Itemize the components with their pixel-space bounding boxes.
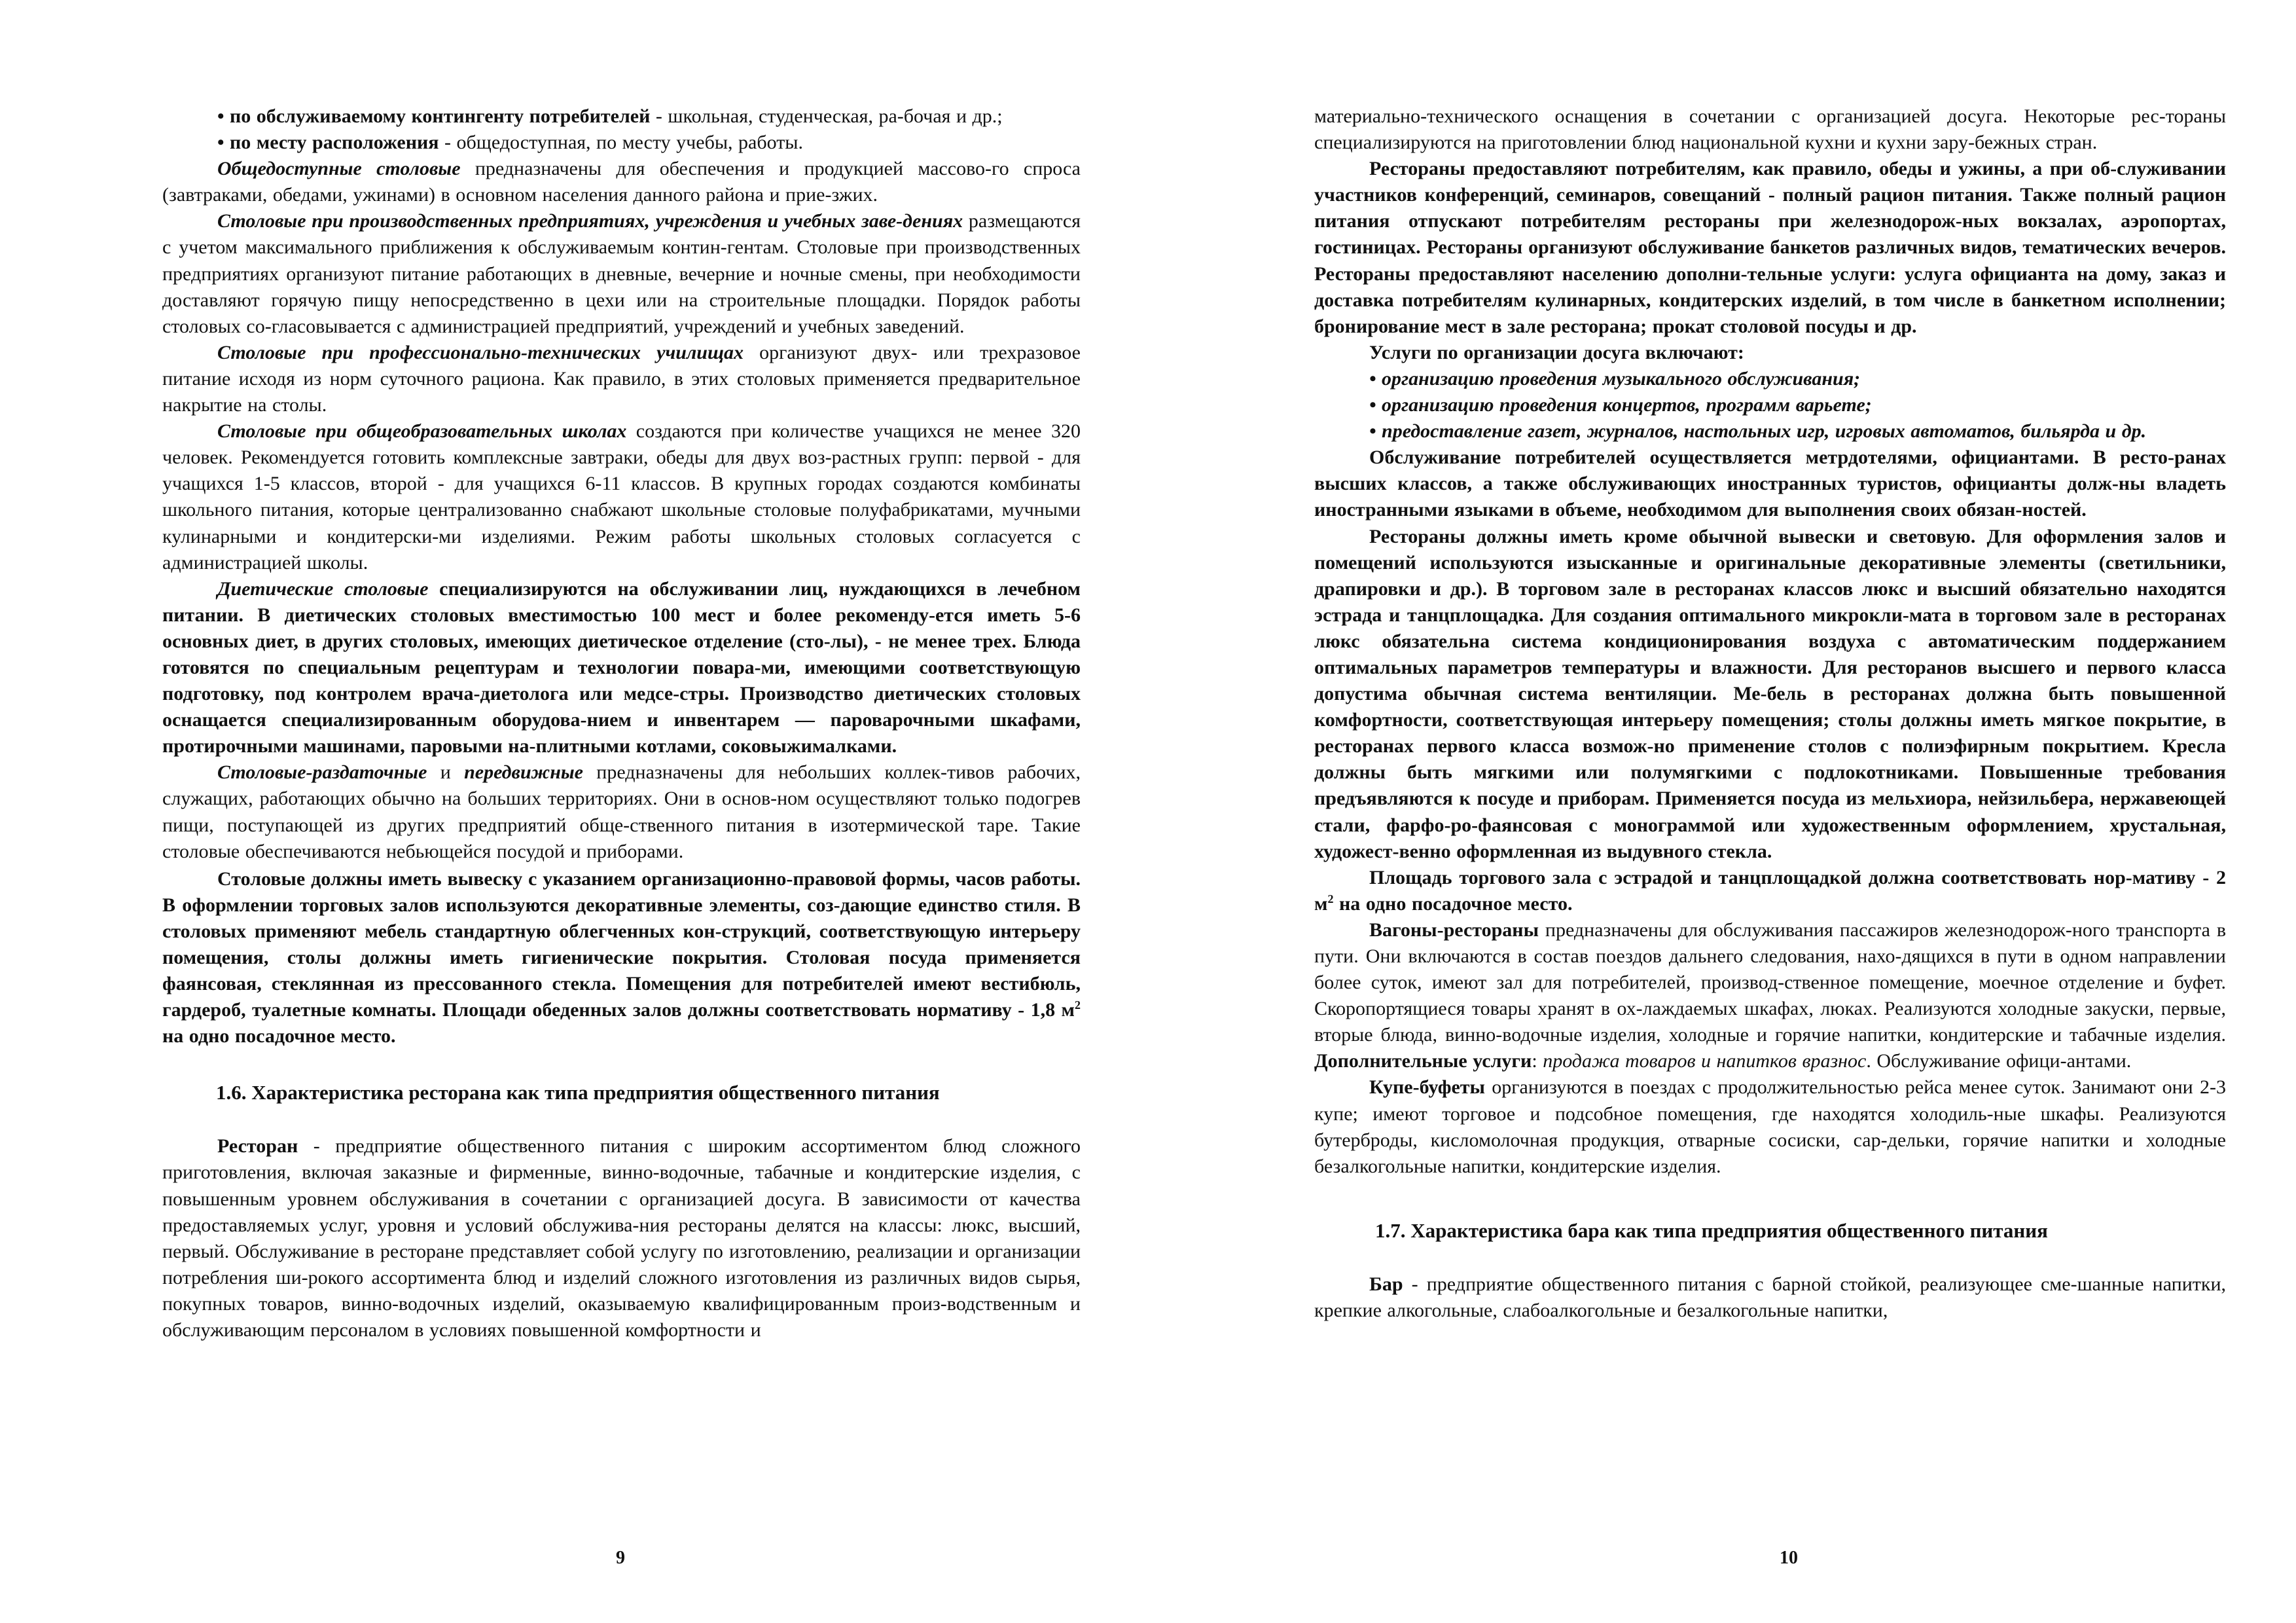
paragraph-restaurant [162,1133,1081,1343]
paragraph-enterprise-canteens [162,208,1081,339]
paragraph-text: предназначены для обслуживания пассажиров железнодорож-ного транспорта в пути. Они включаются в состав поездов дальнего следования, нахо-дящихся в пути в одном направлении более суток, имеют зал для потребителей, производ-ственное помещение, моечное отделение и буфет. Скоропортящиеся товары хранят в ох-лаждаемых шкафах, люках. Реализуются холодные закуски, первые, вторые блюда, винно-водочные изделия, холодные и горячие напитки, кондитерские и табачные изделия. [1314,919,2226,1046]
paragraph-text-a: Площадь торгового зала с эстрадой и танцплощадкой должна соответствовать нор-мативу - 2 м [1314,866,2226,915]
paragraph-text: - предприятие общественного питания с широким ассортиментом блюд сложного приготовления, включая заказные и фирменные, винно-водочные, табачные и кондитерские изделия, с повышенным уровнем обслуживания в сочетании с организацией досуга. В зависимости от качества предоставляемых услуг, уровня и условий обслужива-ния рестораны делятся на классы: люкс, высший, первый. Обслуживание в ресторане представляет собой услугу по изготовлению, реализации и организации потребления ши-рокого ассортимента блюд и изделий сложного изготовления из различных видов сырья, покупных товаров, винно-водочных изделий, оказываемую квалифицированным произ-водственным и обслуживающим персоналом в условиях повышенной комфортности и [162,1135,1081,1341]
paragraph-lead: • по обслуживаемому контингенту потребителей [217,105,651,127]
paragraph-distribution-canteens [162,759,1081,864]
paragraph-text: организуются в поездах с продолжительностью рейса менее суток. Занимают они 2-3 купе; имеют торговое и подсобное помещения, где находятся холодиль-ные шкафы. Реализуются бутерброды, кисломолочная продукция, отварные сосиски, сар-дельки, горячие напитки и холодные безалкогольные напитки, кондитерские изделия. [1314,1076,2226,1177]
paragraph-lead: Столовые при профессионально-технических училищах [217,341,744,363]
right-page [1148,0,2296,1623]
paragraph-restaurant-services: Рестораны предоставляют потребителям, как правило, обеды и ужины, а при об-служивании участников конференций, семинаров, совещаний - полный рацион питания. Также полный рацион питания отпускают потребителям рестораны при железнодорож-ных вокзалах, аэропортах, гостиницах. Рестораны организуют обслуживание банкетов различных видов, тематических вечеров. Рестораны предоставляют населению дополни-тельные услуги: услуга официанта на дому, заказ и доставка потребителям кулинарных, кондитерских изделий, в том числе в банкетном исполнении; бронирование мест в зале ресторана; прокат столовой посуды и др. [1314,158,2226,337]
paragraph-dining-cars [1314,917,2226,1075]
paragraph-text-a: Столовые должны иметь вывеску с указанием организационно-правовой формы, часов работы. В оформлении торговых залов используются декоративные элементы, соз-дающие единство стиля. В столовых применяют мебель стандартную облегченных кон-струкций, соответствующую интерьеру помещения, столы должны иметь гигиенические покрытия. Столовая посуда применяется фаянсовая, стеклянная из прессованного стекла. Помещения для потребителей имеют вестибюль, гардероб, туалетные комнаты. Площади обеденных залов должны соответствовать нормативу - 1,8 м [162,867,1081,1021]
paragraph-lead: Диетические столовые [217,577,429,600]
paragraph-diet-canteens [162,576,1081,760]
paragraph-continuation: материально-технического оснащения в сочетании с организацией досуга. Некоторые рес-тораны специализируются на приготовлении блюд национальной кухни и кухни зару-бежных стран. [1314,105,2226,154]
paragraph-buffet-cars [1314,1074,2226,1179]
paragraph-text: - общедоступная, по месту учебы, работы. [439,132,803,154]
paragraph-text: специализируются на обслуживании лиц, нуждающихся в лечебном питании. В диетических столовых вместимостью 100 мест и более рекоменду-ется иметь 5-6 основных диет, в других столовых, имеющих диетическое отделение (сто-лы), - не менее трех. Блюда готовятся по специальным рецептурам и технологии повара-ми, имеющими соответствующую подготовку, под контролем врача-диетолога или медсе-стры. Производство диетических столовых оснащается специализированным оборудова-нием и инвентарем — пароварочными шкафами, протирочными машинами, паровыми на-плитными котлами, соковыжималками. [162,577,1081,757]
paragraph-public-canteens [162,156,1081,208]
left-page-text-column [162,103,1081,1343]
paragraph-lead: Столовые-раздаточные [217,761,427,784]
paragraph-colon: : [1532,1050,1543,1072]
section-heading-1-7: 1.7. Характеристика бара как типа предприятия общественного питания [1375,1218,2048,1242]
paragraph-location [162,130,1081,156]
paragraph-text: - школьная, студенческая, ра-бочая и др.; [650,105,1003,127]
paragraph-lead: Вагоны-рестораны [1369,919,1539,941]
paragraph-contingent [162,103,1081,130]
superscript: 2 [1327,892,1334,905]
leisure-item: • предоставление газет, журналов, настольных игр, игровых автоматов, бильярда и др. [1369,420,2147,443]
paragraph-hall-area [1314,865,2226,917]
paragraph-lead: Столовые при производственных предприятиях, учреждения и учебных заве-дениях [217,210,963,232]
paragraph-text: - предприятие общественного питания с барной стойкой, реализующее сме-шанные напитки, крепкие алкогольные, слабоалкогольные и безалкогольные напитки, [1314,1273,2226,1321]
paragraph-text-b: на одно посадочное место. [1333,892,1573,915]
paragraph-text: предназначены для небольших коллек-тивов рабочих, служащих, работающих обычно на больших территориях. Они в основ-ном осуществляют только подогрев пищи, поступающей из других предприятий обще-ственного питания в изотермической таре. Такие столовые обеспечиваются небьющейся посудой и приборами. [162,761,1081,862]
paragraph-bar [1314,1271,2226,1324]
leisure-item: • организацию проведения концертов, программ варьете; [1369,394,1872,416]
paragraph-interior: Рестораны должны иметь кроме обычной вывески и световую. Для оформления залов и помещений используются изысканные и оригинальные декоративные элементы (светильники, драпировки и др.). В торговом зале в ресторанах классов люкс и высший обязательно находятся эстрада и танцплощадка. Для создания оптимального микрокли-мата в торговом зале в ресторанах люкс обязательна система кондиционирования воздуха с автоматическим поддержанием оптимальных параметров температуры и влажности. Для ресторанов высшего и первого класса допустима обычная система вентиляции. Ме-бель в ресторанах должна быть повышенной комфортности, соответствующая интерьеру помещения; столы должны иметь мягкое покрытие, в ресторанах первого класса возмож-но применение столов с полиэфирным покрытием. Кресла должны быть мягкими или полумягкими с подлокотниками. Повышенные требования предъявляются к посуде и приборам. Применяется посуда из мельхиора, нейзильбера, нержавеющей стали, фарфо-ро-фаянсовая с монограммой или художественным оформлением, хрустальная, художест-венно оформленная из выдувного стекла. [1314,525,2226,862]
page-number: 9 [616,1548,625,1568]
leisure-item: • организацию проведения музыкального обслуживания; [1369,367,1861,390]
paragraph-italic: продажа товаров и напитков вразнос [1543,1050,1867,1072]
page-number: 10 [1780,1548,1798,1568]
paragraph-vocational-canteens [162,340,1081,418]
paragraph-lead: Столовые при общеобразовательных школах [217,420,627,443]
paragraph-lead: Бар [1369,1273,1403,1295]
paragraph-lead-2: Дополнительные услуги [1314,1050,1532,1072]
paragraph-text: предназначены для обеспечения и продукцией массово-го спроса (завтраками, обедами, ужинами) в основном населения данного района и прие-зжих. [162,158,1081,206]
paragraph-text: размещаются с учетом максимального приближения к обслуживаемым контин-гентам. Столовые при производственных предприятиях организуют питание работающих в дневные, вечерние и ночные смены, при необходимости доставляют горячую пищу непосредственно в цехи или на строительные площадки. Порядок работы столовых со-гласовывается с администрацией предприятий, учреждений и учебных заведений. [162,210,1081,337]
paragraph-canteen-requirements [162,866,1081,1050]
paragraph-lead: Общедоступные столовые [217,158,461,180]
superscript: 2 [1075,998,1081,1012]
paragraph-text-b: на одно посадочное место. [162,1025,396,1048]
paragraph-lead-2: передвижные [464,761,583,784]
section-heading-1-6: 1.6. Характеристика ресторана как типа предприятия общественного питания [216,1081,940,1104]
paragraph-tail: . Обслуживание офици-антами. [1866,1050,2132,1072]
paragraph-mid: и [427,761,465,784]
right-page-text-column [1314,103,2226,1324]
paragraph-text: организуют двух- или трехразовое питание исходя из норм суточного рациона. Как правило, в этих столовых применяется предварительное накрытие на столы. [162,341,1081,416]
paragraph-school-canteens [162,418,1081,576]
paragraph-lead: • по месту расположения [217,132,439,154]
paragraph-lead: Ресторан [217,1135,298,1158]
paragraph-waiters: Обслуживание потребителей осуществляется метрдотелями, официантами. В ресто-ранах высших классов, а также обслуживающих иностранных туристов, официанты долж-ны владеть иностранными языками в объеме, необходимом для выполнения своих обязан-ностей. [1314,447,2226,521]
paragraph-text: создаются при количестве учащихся не менее 320 человек. Рекомендуется готовить комплексные завтраки, обеды для двух воз-растных групп: первой - для учащихся 1-5 классов, второй - для учащихся 6-11 классов. В крупных городах создаются комбинаты школьного питания, которые централизованно снабжают школьные столовые полуфабрикатами, мучными кулинарными и кондитерски-ми изделиями. Режим работы школьных столовых согласуется с администрацией школы. [162,420,1081,574]
leisure-title: Услуги по организации досуга включают: [1369,341,1744,363]
paragraph-lead: Купе-буфеты [1369,1076,1485,1099]
